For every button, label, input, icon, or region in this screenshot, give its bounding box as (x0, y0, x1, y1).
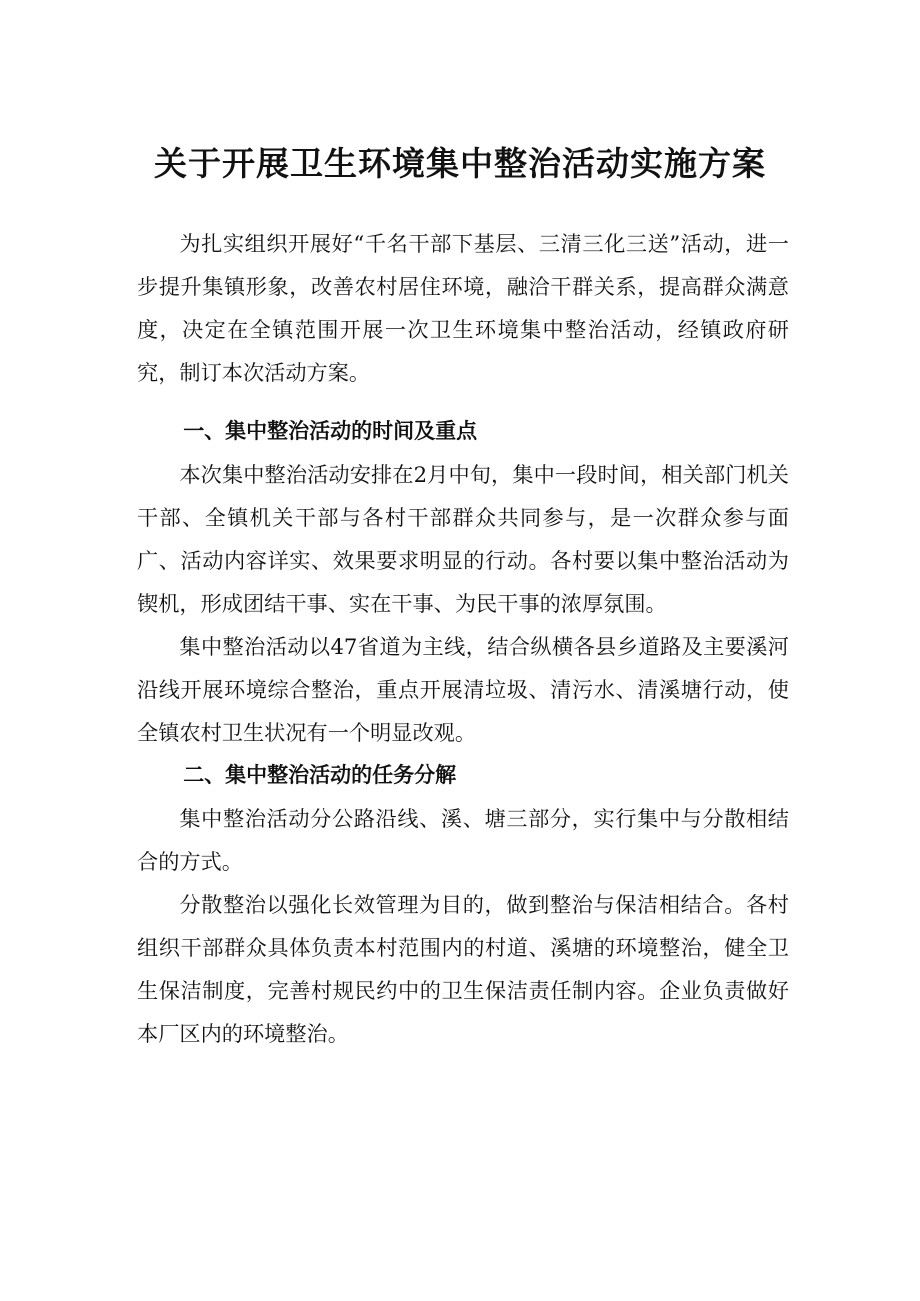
section-2-paragraph-2: 分散整治以强化长效管理为目的，做到整治与保洁相结合。各村组织干部群众具体负责本村范围内的村道、溪塘的环境整治，健全卫生保洁制度，完善村规民约中的卫生保洁责任制内容。企业负责做好本厂区内的环境整治。 (137, 892, 789, 1046)
document-title: 关于开展卫生环境集中整治活动实施方案 (154, 144, 766, 183)
intro-paragraph: 为扎实组织开展好“千名干部下基层、三清三化三送”活动，进一步提升集镇形象，改善农村居住环境，融洽干群关系，提高群众满意度，决定在全镇范围开展一次卫生环境集中整治活动，经镇政府研究，制订本次活动方案。 (137, 231, 789, 385)
intro-block (137, 222, 789, 394)
section-1-heading: 一、集中整治活动的时间及重点 (183, 419, 478, 443)
section-2-paragraph-1: 集中整治活动分公路沿线、溪、塘三部分，实行集中与分散相结合的方式。 (137, 806, 789, 874)
section-1-paragraph-1: 本次集中整治活动安排在2月中旬，集中一段时间，相关部门机关干部、全镇机关干部与各村干部群众共同参与，是一次群众参与面广、活动内容详实、效果要求明显的行动。各村要以集中整治活动为锲机，形成团结干事、实在干事、为民干事的浓厚氛围。 (137, 462, 789, 616)
section-2-heading: 二、集中整治活动的任务分解 (183, 763, 457, 787)
section-1-paragraph-2: 集中整治活动以47省道为主线，结合纵横各县乡道路及主要溪河沿线开展环境综合整治，重点开展清垃圾、清污水、清溪塘行动，使全镇农村卫生状况有一个明显改观。 (137, 634, 789, 745)
content-block (137, 410, 789, 1055)
